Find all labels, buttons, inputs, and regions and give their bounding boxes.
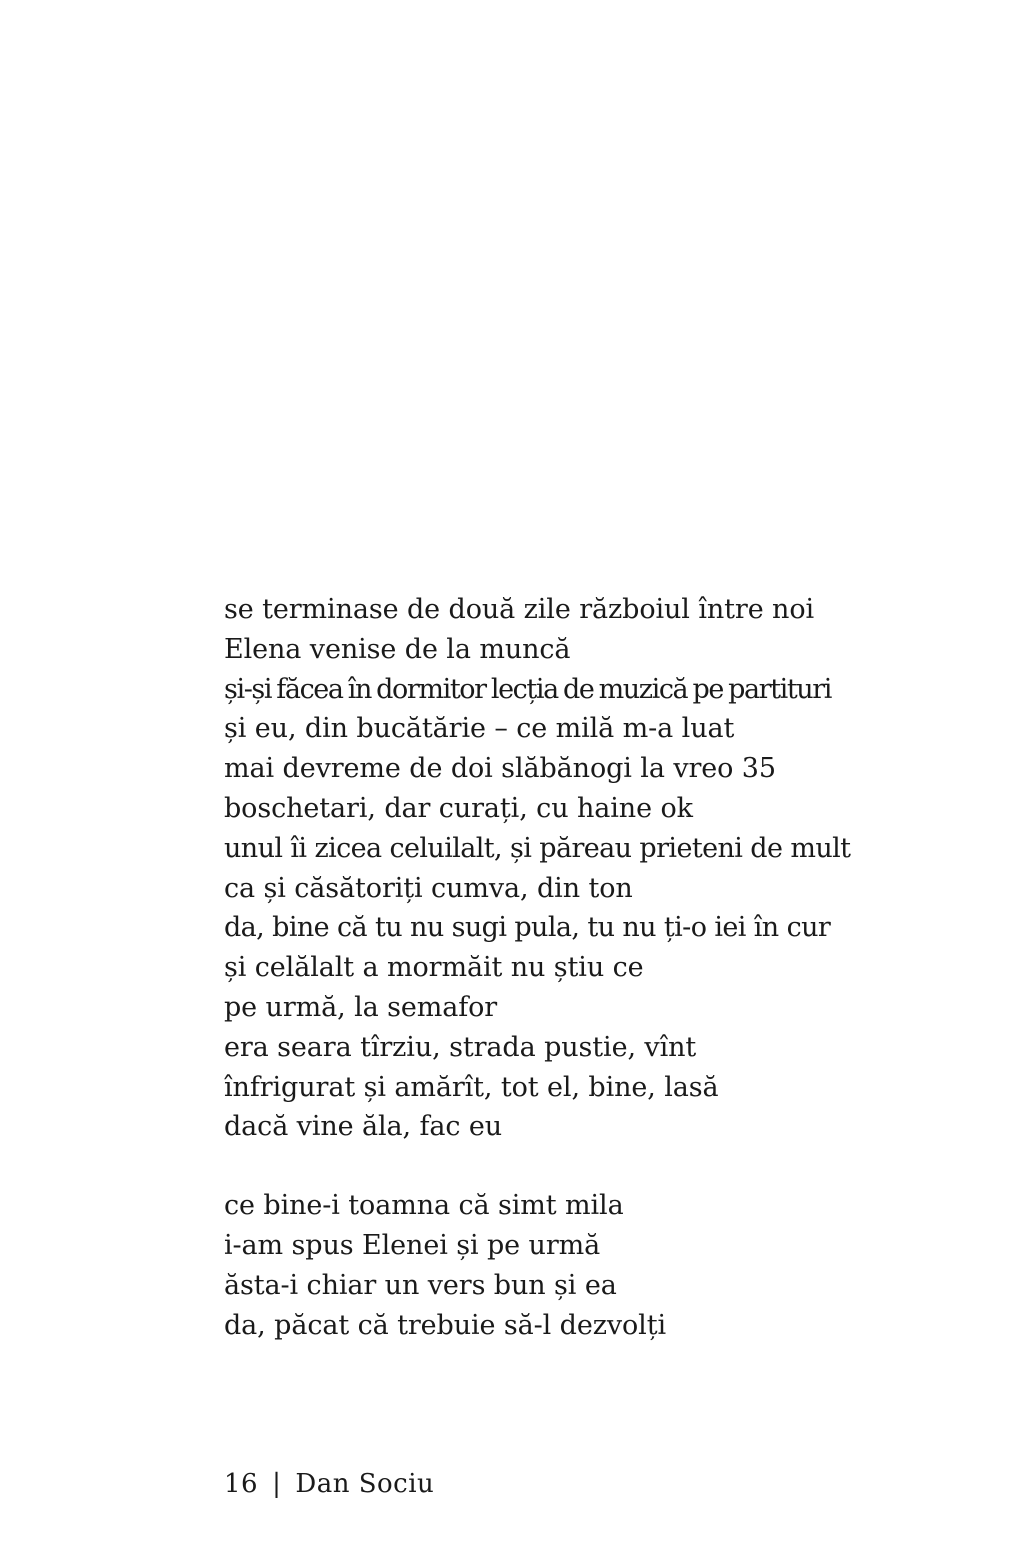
- stanza: [224, 1186, 844, 1345]
- poem-line: unul îi zicea celuilalt, și păreau prieteni de mult: [224, 832, 851, 864]
- footer-separator: |: [272, 1469, 282, 1499]
- poem-line: ăsta-i chiar un vers bun și ea: [224, 1269, 617, 1301]
- poem: [224, 590, 851, 1345]
- poem-line: și celălalt a mormăit nu știu ce: [224, 952, 644, 984]
- poem-line: ca și căsătoriți cumva, din ton: [224, 872, 633, 904]
- poem-line: și eu, din bucătărie – ce milă m-a luat: [224, 713, 735, 745]
- poem-line: da, bine că tu nu sugi pula, tu nu ți-o iei în cur: [224, 912, 831, 944]
- poem-line: mai devreme de doi slăbănogi la vreo 35: [224, 753, 776, 785]
- poem-line: era seara tîrziu, strada pustie, vînt: [224, 1031, 697, 1063]
- poem-line: pe urmă, la semafor: [224, 991, 498, 1023]
- poem-line: se terminase de două zile războiul între noi: [224, 594, 815, 625]
- poem-line: înfrigurat și amărît, tot el, bine, lasă: [224, 1071, 719, 1103]
- poem-line: și-și făcea în dormitor lecția de muzică pe partituri: [224, 673, 832, 705]
- page-footer: [224, 1464, 434, 1504]
- poem-line: da, păcat că trebuie să-l dezvolți: [224, 1309, 666, 1341]
- stanza: [224, 590, 851, 1147]
- author-name: Dan Sociu: [295, 1469, 435, 1499]
- poem-line: Elena venise de la muncă: [224, 633, 571, 665]
- poem-line: dacă vine ăla, fac eu: [224, 1111, 503, 1143]
- poem-line: i-am spus Elenei și pe urmă: [224, 1229, 601, 1261]
- poem-line: ce bine-i toamna că simt mila: [224, 1190, 624, 1222]
- page-number: 16: [224, 1469, 259, 1499]
- poem-line: boschetari, dar curați, cu haine ok: [224, 792, 693, 824]
